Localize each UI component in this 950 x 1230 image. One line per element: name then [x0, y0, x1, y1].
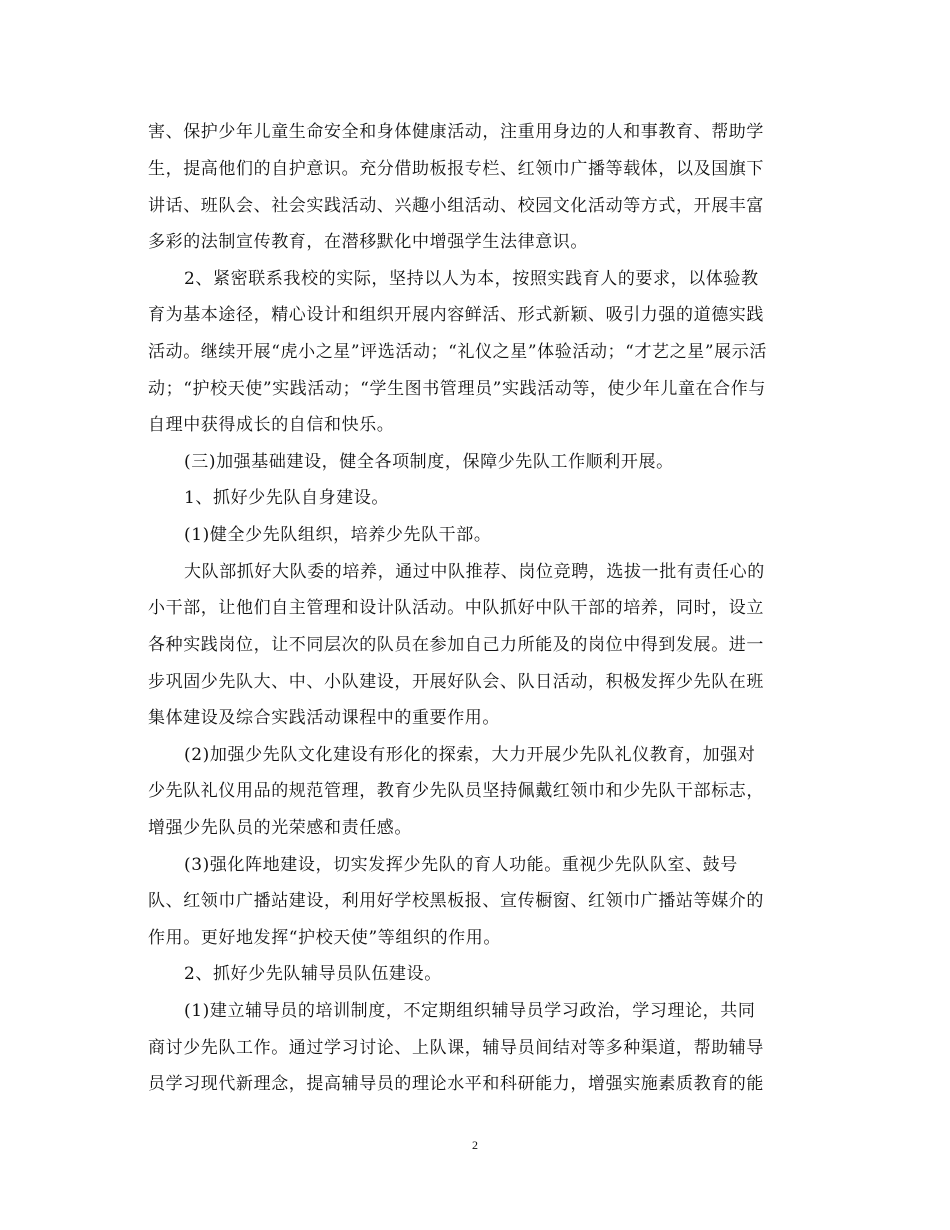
- body-text-line: 育为基本途径，精心设计和组织开展内容鲜活、形式新颖、吸引力强的道德实践: [148, 305, 764, 325]
- body-text-line: 活动。继续开展“虎小之星”评选活动；“礼仪之星”体验活动；“才艺之星”展示活: [148, 342, 767, 362]
- paragraph-first-line: (3)强化阵地建设，切实发挥少先队的育人功能。重视少先队队室、鼓号: [184, 855, 738, 875]
- body-text-line: 自理中获得成长的自信和快乐。: [148, 415, 395, 435]
- paragraph-first-line: (1)建立辅导员的培训制度，不定期组织辅导员学习政治，学习理论，共同: [184, 1001, 756, 1021]
- body-text-line: 讲话、班队会、社会实践活动、兴趣小组活动、校园文化活动等方式，开展丰富: [148, 196, 764, 216]
- paragraph-first-line: 2、紧密联系我校的实际，坚持以人为本，按照实践育人的要求，以体验教: [184, 269, 759, 289]
- body-text-line: 生，提高他们的自护意识。充分借助板报专栏、红领巾广播等载体，以及国旗下: [148, 159, 764, 179]
- body-text-line: 小干部，让他们自主管理和设计队活动。中队抓好中队干部的培养，同时，设立: [148, 598, 764, 618]
- body-text-line: 员学习现代新理念，提高辅导员的理论水平和科研能力，增强实施素质教育的能: [148, 1074, 764, 1094]
- body-text-line: 各种实践岗位，让不同层次的队员在参加自己力所能及的岗位中得到发展。进一: [148, 635, 764, 655]
- body-text-line: 作用。更好地发挥“护校天使”等组织的作用。: [148, 928, 501, 948]
- body-text-line: 多彩的法制宣传教育，在潜移默化中增强学生法律意识。: [148, 232, 588, 252]
- body-text-line: 动；“护校天使”实践活动；“学生图书管理员”实践活动等，使少年儿童在合作与: [148, 379, 766, 399]
- body-text-line: 增强少先队员的光荣感和责任感。: [148, 818, 412, 838]
- body-text-line: 队、红领巾广播站建设，利用好学校黑板报、宣传橱窗、红领巾广播站等媒介的: [148, 891, 764, 911]
- subsection-heading: 1、抓好少先队自身建设。: [184, 488, 390, 508]
- subsection-heading: 2、抓好少先队辅导员队伍建设。: [184, 964, 442, 984]
- section-heading: (三)加强基础建设，健全各项制度，保障少先队工作顺利开展。: [184, 452, 674, 472]
- body-text-line: 集体建设及综合实践活动课程中的重要作用。: [148, 708, 500, 728]
- body-text-line: 步巩固少先队大、中、小队建设，开展好队会、队日活动，积极发挥少先队在班: [148, 672, 764, 692]
- paragraph-first-line: 大队部抓好大队委的培养，通过中队推荐、岗位竞聘，选拔一批有责任心的: [184, 562, 765, 582]
- body-text-line: 商讨少先队工作。通过学习讨论、上队课，辅导员间结对等多种渠道，帮助辅导: [148, 1038, 764, 1058]
- page-number: 2: [472, 1138, 478, 1152]
- body-text-line: 少先队礼仪用品的规范管理，教育少先队员坚持佩戴红领巾和少先队干部标志，: [148, 781, 764, 801]
- paragraph-first-line: (2)加强少先队文化建设有形化的探索，大力开展少先队礼仪教育，加强对: [184, 745, 756, 765]
- item-heading: (1)健全少先队组织，培养少先队干部。: [184, 525, 492, 545]
- body-text-line: 害、保护少年儿童生命安全和身体健康活动，注重用身边的人和事教育、帮助学: [148, 122, 764, 142]
